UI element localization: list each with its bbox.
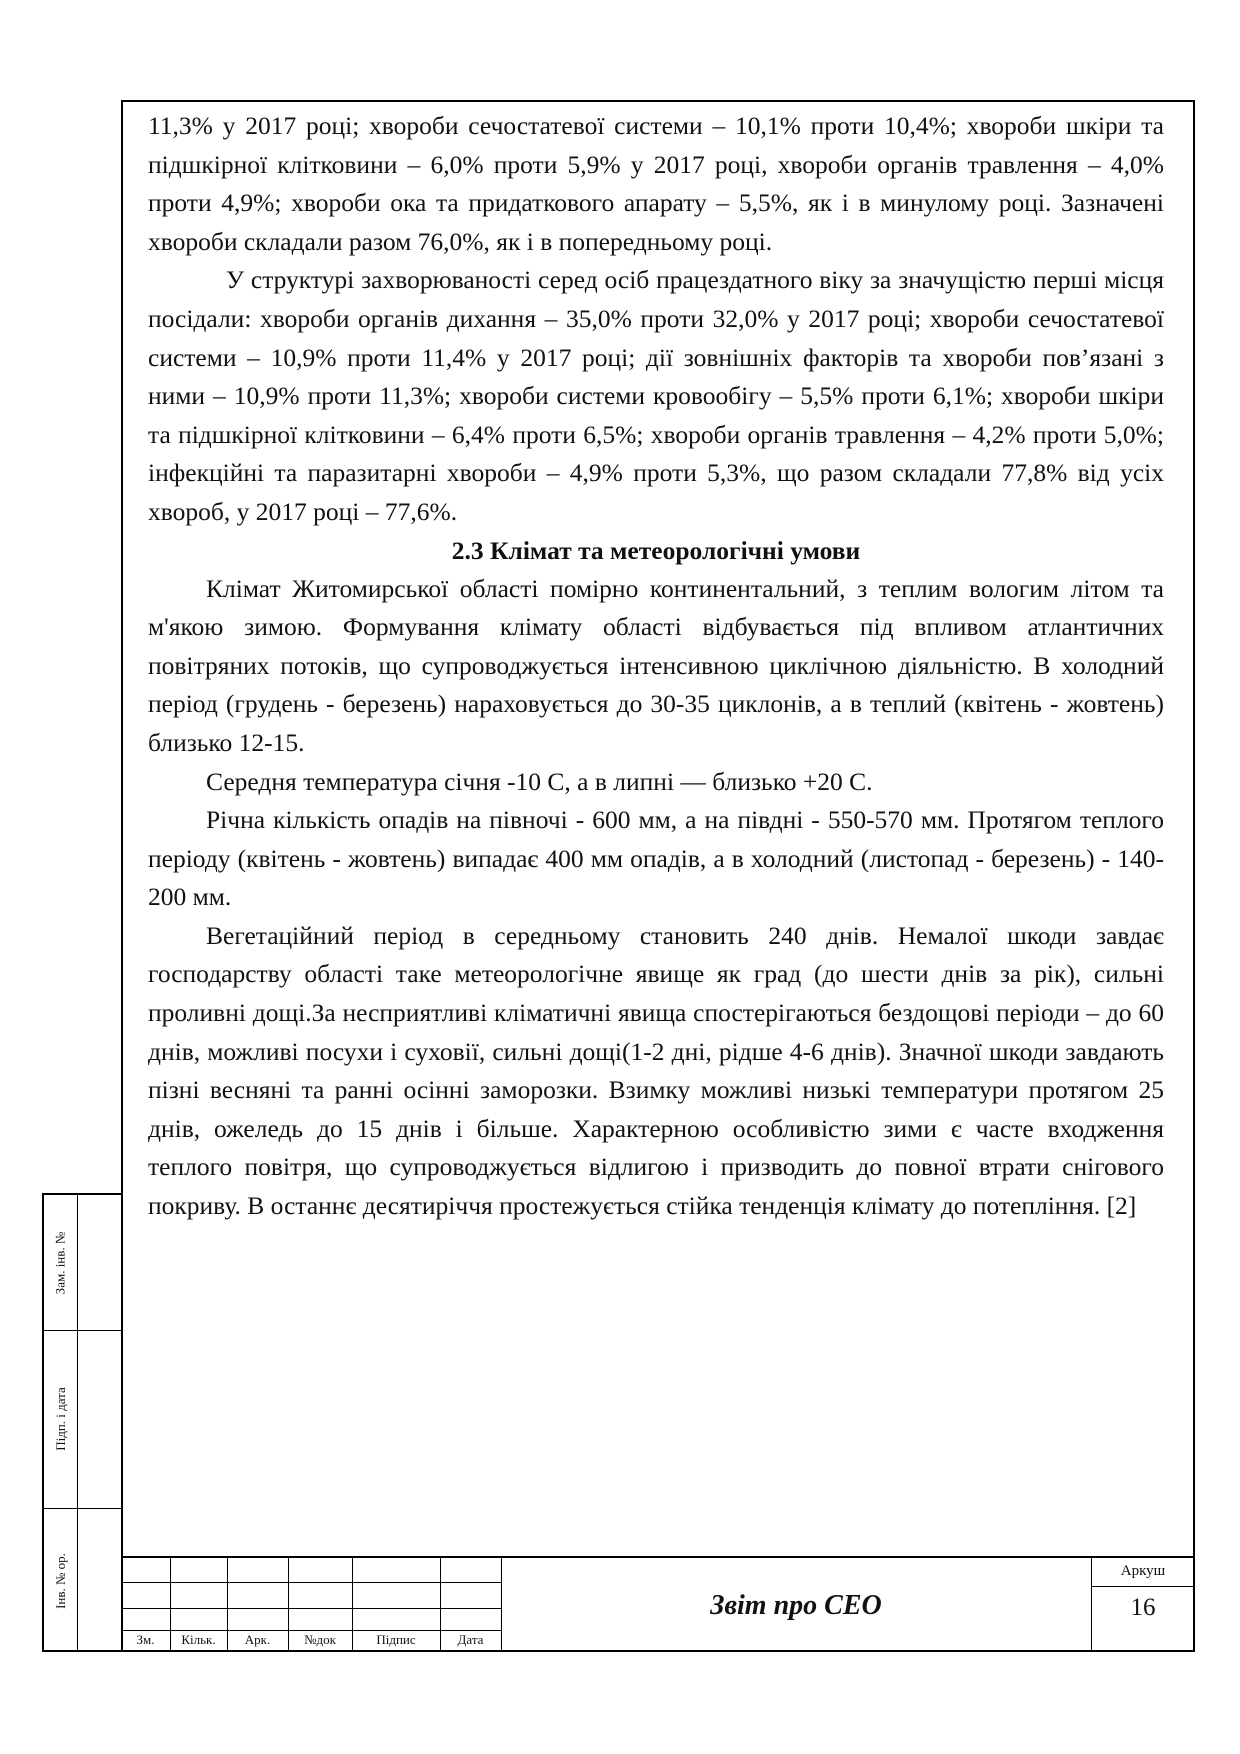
side-stamp-divider (77, 1195, 78, 1650)
col-date-label: Дата (457, 1632, 484, 1647)
document-title: Звіт про СЕО (710, 1590, 882, 1621)
title-block-rule (1091, 1586, 1195, 1587)
col-sheet-label: Арк. (244, 1632, 271, 1647)
page-number: 16 (1130, 1594, 1156, 1621)
side-stamp-cell (44, 1195, 77, 1330)
col-count-label: Кільк. (181, 1632, 216, 1647)
title-block-rule (121, 1582, 501, 1583)
side-stamp-label: Підп. і дата (52, 1387, 68, 1451)
section-heading: 2.3 Клімат та метеорологічні умови (451, 535, 861, 565)
side-stamp-cell (44, 1330, 77, 1508)
title-block-rule (121, 1608, 501, 1609)
paragraph: Річна кількість опадів на півночі - 600 мм, а на півдні - 550-570 мм. Протягом теплого періоду (квітень - жовтень) випадає 400 мм опадів, а в холодний (листопад - березень) - 140-200 мм. (148, 805, 1164, 912)
col-change-label: Зм. (136, 1632, 155, 1647)
side-stamp-cell (44, 1508, 77, 1654)
document-body (148, 107, 1164, 1226)
paragraph: Вегетаційний період в середньому становить 240 днів. Немалої шкоди завдає господарству області таке метеорологічне явище як град (до шести днів за рік), сильні проливні дощі.За несприятливі кліматичні явища спостерігаються бездощові періоди – до 60 днів, можливі посухи і суховії, сильні дощі(1-2 дні, рідше 4-6 днів). Значної шкоди завдають пізні весняні та ранні осінні заморозки. Взимку можливі низькі температури протягом 25 днів, ожеледь до 15 днів і більше. Характерною особливістю зими є часте входження теплого повітря, що супроводжується відлигою і призводить до повної втрати снігового покриву. В останнє десятиріччя простежується стійка тенденція клімату до потепління. [2] (148, 920, 1164, 1221)
side-stamp-label: Зам. інв. № (52, 1231, 68, 1294)
side-stamp (42, 1193, 121, 1652)
paragraph: У структурі захворюваності серед осіб працездатного віку за значущістю перші місця посідали: хвороби органів дихання – 35,0% проти 32,0% у 2017 році; хвороби сечостатевої системи – 10,9% проти 11,4% у 2017 році; дії зовнішніх факторів та хвороби пов’язані з ними – 10,9% проти 11,3%; хвороби системи кровообігу – 5,5% проти 6,1%; хвороби шкіри та підшкірної клітковини – 6,4% проти 6,5%; хвороби органів травлення – 4,2% проти 5,0%; інфекційні та паразитарні хвороби – 4,9% проти 5,3%, що разом складали 77,8% від усіх хвороб, у 2017 році – 77,6%. (148, 265, 1164, 526)
col-doc-label: №док (304, 1632, 336, 1647)
sheet-label: Аркуш (1120, 1563, 1166, 1579)
title-block (121, 1556, 1195, 1652)
col-sign-label: Підпис (376, 1632, 416, 1647)
side-stamp-label: Інв. № ор. (52, 1553, 68, 1609)
paragraph: Клімат Житомирської області помірно континентальний, з теплим вологим літом та м'якою зимою. Формування клімату області відбувається під впливом атлантичних повітряних потоків, що супроводжується інтенсивною циклічною діяльністю. В холодний період (грудень - березень) нараховується до 30-35 циклонів, а в теплий (квітень - жовтень) близько 12-15. (148, 573, 1164, 757)
title-block-rule (121, 1630, 501, 1631)
paragraph: 11,3% у 2017 році; хвороби сечостатевої системи – 10,1% проти 10,4%; хвороби шкіри та підшкірної клітковини – 6,0% проти 5,9% у 2017 році, хвороби органів травлення – 4,0% проти 4,9%; хвороби ока та придаткового апарату – 5,5%, як і в минулому році. Зазначені хвороби складали разом 76,0%, як і в попередньому році. (148, 111, 1164, 256)
paragraph: Середня температура січня -10 С, а в липні — близько +20 С. (206, 766, 873, 796)
